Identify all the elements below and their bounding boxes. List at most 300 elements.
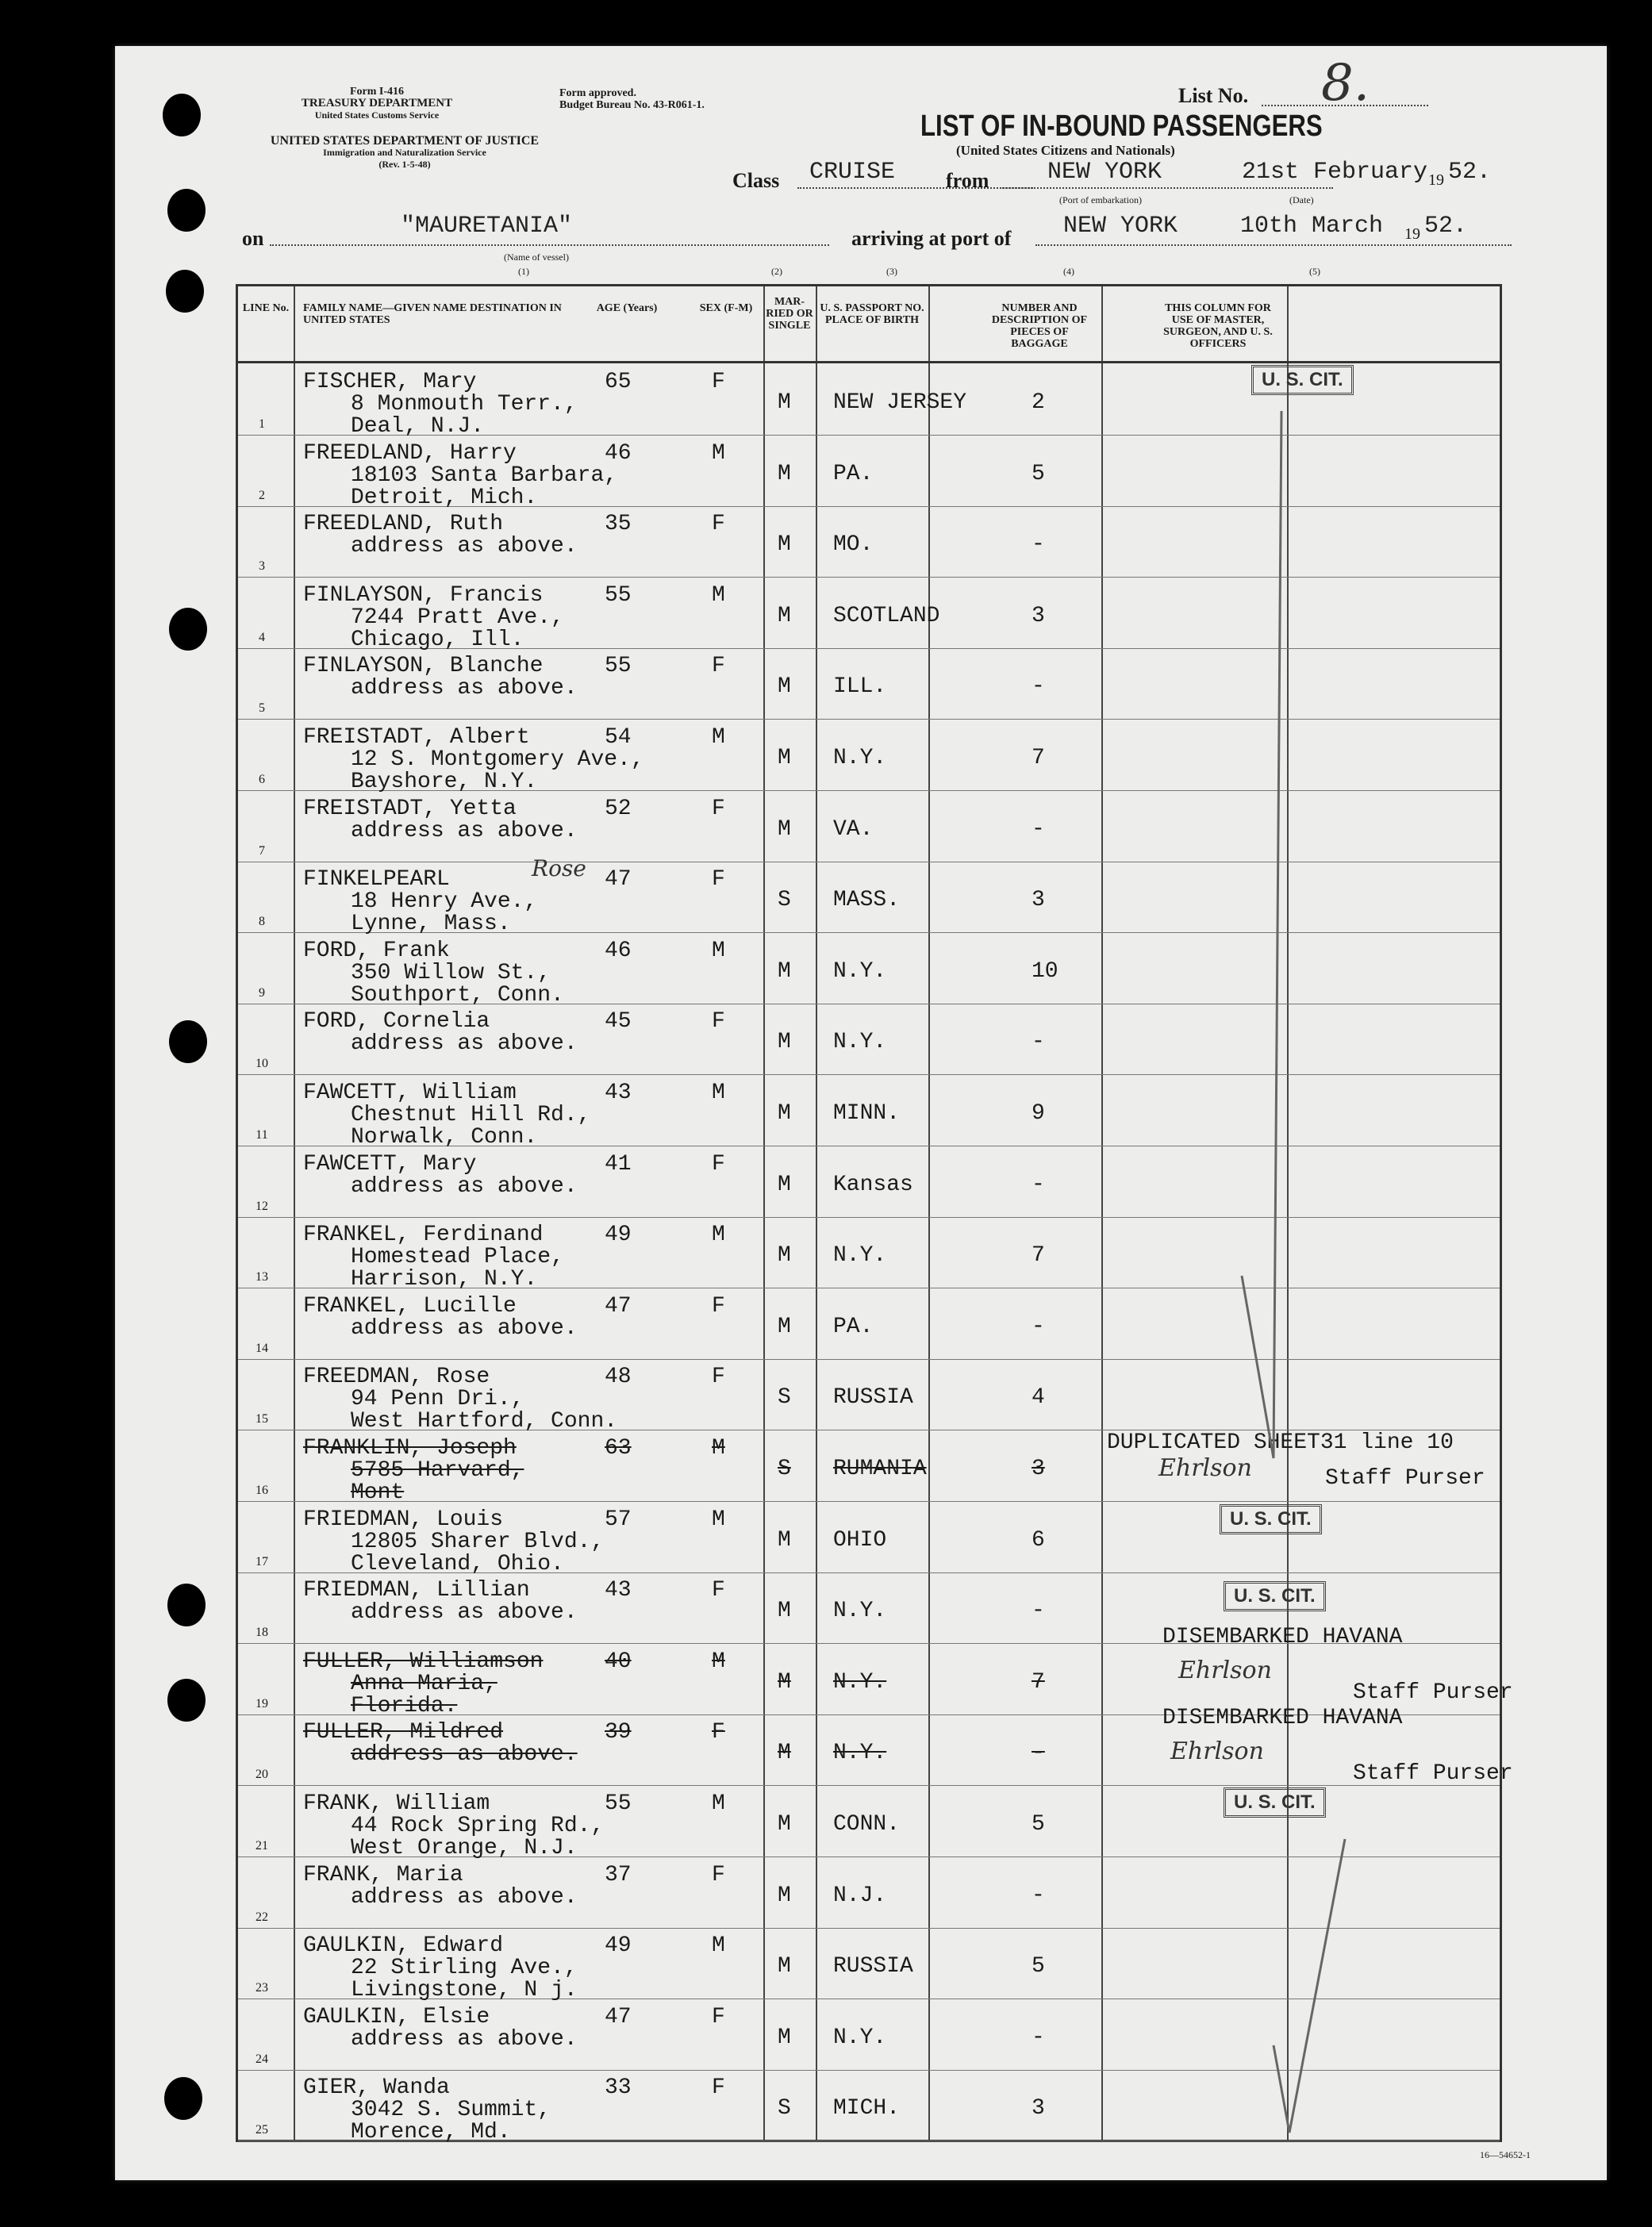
col-passport: U. S. PASSPORT NO. PLACE OF BIRTH bbox=[820, 302, 924, 326]
birthplace-cell: SCOTLAND bbox=[833, 603, 940, 628]
staff-purser-2: Staff Purser bbox=[1353, 1680, 1513, 1705]
address-line-2: address as above. bbox=[351, 1031, 578, 1057]
marital-cell: M bbox=[778, 1101, 791, 1126]
line-number: 10 bbox=[255, 1057, 268, 1071]
birthplace-cell: MO. bbox=[833, 532, 874, 558]
sex-cell: M bbox=[712, 1791, 725, 1816]
passenger-name: FRANKLIN, Joseph bbox=[303, 1436, 517, 1461]
passenger-name-block bbox=[303, 798, 578, 843]
passenger-name-block bbox=[303, 1224, 564, 1291]
passenger-name-block bbox=[303, 1011, 578, 1055]
approval-block bbox=[559, 87, 705, 111]
birthplace-cell: N.Y. bbox=[833, 958, 887, 984]
passenger-name: FRIEDMAN, Louis bbox=[303, 1507, 504, 1532]
line-number: 25 bbox=[255, 2123, 268, 2137]
sex-cell: F bbox=[712, 1151, 725, 1177]
age-cell: 39 bbox=[605, 1720, 632, 1745]
baggage-cell: - bbox=[1032, 816, 1045, 842]
baggage-cell: 7 bbox=[1032, 746, 1045, 770]
punch-hole bbox=[169, 1020, 207, 1063]
address-line-2: Bayshore, N.Y. bbox=[351, 770, 538, 794]
line-number: 20 bbox=[255, 1768, 268, 1782]
passenger-name: GAULKIN, Elsie bbox=[303, 2004, 490, 2029]
passenger-name-block bbox=[303, 1793, 604, 1860]
passenger-name-block bbox=[303, 371, 578, 438]
birthplace-cell: N.Y. bbox=[833, 1243, 887, 1269]
passenger-name-block bbox=[303, 1366, 617, 1433]
baggage-cell: 7 bbox=[1032, 1243, 1045, 1269]
marital-cell: M bbox=[778, 1599, 791, 1624]
col-married: MAR-RIED OR SINGLE bbox=[766, 296, 813, 332]
line-number: 14 bbox=[255, 1341, 268, 1355]
sex-cell: M bbox=[712, 1223, 725, 1248]
class-value: CRUISE bbox=[809, 159, 896, 186]
baggage-cell: - bbox=[1032, 2025, 1045, 2050]
list-no-value: 8. bbox=[1321, 54, 1370, 113]
ins-service: Immigration and Naturalization Service bbox=[323, 147, 486, 158]
address-line-2: Harrison, N.Y. bbox=[351, 1267, 538, 1292]
arrival-date: 10th March bbox=[1240, 213, 1384, 240]
address-line-2: Morence, Md. bbox=[351, 2120, 511, 2145]
marital-cell: M bbox=[778, 674, 791, 700]
passenger-name-block bbox=[303, 1151, 578, 1199]
age-cell: 43 bbox=[605, 1578, 632, 1603]
birthplace-cell: NEW JERSEY bbox=[833, 390, 967, 415]
sex-cell: M bbox=[712, 938, 725, 963]
baggage-cell: 10 bbox=[1032, 958, 1058, 984]
age-cell: 47 bbox=[605, 2004, 632, 2029]
signature-2: Ehrlson bbox=[1178, 1657, 1272, 1684]
us-cit-stamp-3: U. S. CIT. bbox=[1224, 1581, 1326, 1611]
justice-dept: UNITED STATES DEPARTMENT OF JUSTICE bbox=[270, 134, 540, 148]
address-line-2: address as above. bbox=[351, 534, 578, 559]
marital-cell: M bbox=[778, 603, 791, 628]
address-line-2: Florida. bbox=[351, 1693, 458, 1718]
line-number: 5 bbox=[259, 701, 265, 716]
col-remarks: THIS COLUMN FOR USE OF MASTER, SURGEON, AND U. S. OFFICERS bbox=[1163, 302, 1273, 350]
passenger-name: FINLAYSON, Blanche bbox=[303, 654, 544, 679]
punch-hole bbox=[169, 608, 207, 651]
birthplace-cell: Kansas bbox=[833, 1172, 913, 1197]
staff-purser-3: Staff Purser bbox=[1353, 1761, 1513, 1786]
passenger-name-block bbox=[303, 869, 537, 935]
birthplace-cell: CONN. bbox=[833, 1812, 901, 1837]
on-label: on bbox=[242, 227, 264, 250]
passenger-name: FULLER, Mildred bbox=[303, 1720, 504, 1745]
passenger-name-block bbox=[303, 727, 644, 793]
marital-cell: S bbox=[778, 888, 791, 913]
age-cell: 49 bbox=[605, 1933, 632, 1959]
sex-cell: M bbox=[712, 1436, 725, 1461]
age-cell: 52 bbox=[605, 796, 632, 821]
passenger-name-block bbox=[303, 1293, 578, 1341]
line-number: 23 bbox=[255, 1981, 268, 1995]
passenger-name: FRANKEL, Lucille bbox=[303, 1293, 517, 1319]
us-cit-stamp-4: U. S. CIT. bbox=[1224, 1787, 1326, 1818]
address-line-2: Cleveland, Ohio. bbox=[351, 1551, 564, 1576]
marital-cell: S bbox=[778, 1385, 791, 1411]
birthplace-cell: VA. bbox=[833, 816, 874, 842]
address-line-2: Deal, N.J. bbox=[351, 414, 485, 439]
age-cell: 43 bbox=[605, 1081, 632, 1105]
table-row bbox=[238, 1146, 1500, 1218]
address-line-1: 350 Willow St., bbox=[351, 960, 551, 985]
age-cell: 55 bbox=[605, 582, 632, 608]
punch-hole bbox=[164, 2077, 202, 2120]
sex-cell: M bbox=[712, 1081, 725, 1105]
marital-cell: M bbox=[778, 1883, 791, 1908]
passenger-name: FORD, Cornelia bbox=[303, 1009, 490, 1035]
table-row bbox=[238, 505, 1500, 578]
birthplace-cell: RUMANIA bbox=[833, 1457, 927, 1481]
birthplace-cell: PA. bbox=[833, 1314, 874, 1339]
passenger-name-block bbox=[303, 1651, 543, 1718]
line-number: 1 bbox=[259, 417, 265, 431]
address-line-1: 18103 Santa Barbara, bbox=[351, 463, 618, 488]
address-line-2: West Hartford, Conn. bbox=[351, 1409, 618, 1434]
departure-year-prefix: 19 bbox=[1428, 171, 1444, 189]
address-line-2: address as above. bbox=[351, 1173, 578, 1199]
passenger-name-block bbox=[303, 1580, 578, 1624]
line-number: 6 bbox=[259, 773, 265, 786]
age-cell: 35 bbox=[605, 512, 632, 537]
col-num-3: (3) bbox=[886, 266, 897, 277]
form-approved: Form approved. bbox=[559, 87, 636, 99]
departure-date: 21st February bbox=[1242, 159, 1428, 186]
passenger-name: FAWCETT, Mary bbox=[303, 1151, 477, 1177]
passenger-name: FAWCETT, William bbox=[303, 1081, 517, 1105]
baggage-cell: - bbox=[1032, 532, 1045, 558]
handwritten-rose: Rose bbox=[532, 855, 586, 881]
table-row bbox=[238, 435, 1500, 510]
passenger-name-block bbox=[303, 1082, 590, 1149]
list-no-label: List No. bbox=[1178, 84, 1249, 107]
marital-cell: S bbox=[778, 1457, 791, 1481]
passenger-name: FULLER, Williamson bbox=[303, 1649, 544, 1674]
passenger-name-block bbox=[303, 1864, 578, 1909]
address-line-2: Lynne, Mass. bbox=[351, 912, 511, 937]
address-line-1: 12805 Sharer Blvd., bbox=[351, 1529, 605, 1554]
line-number: 17 bbox=[255, 1554, 268, 1568]
address-line-1: 12 S. Montgomery Ave., bbox=[351, 747, 644, 772]
check-mark-icon bbox=[1210, 403, 1305, 1498]
age-cell: 40 bbox=[605, 1649, 632, 1674]
line-number: 19 bbox=[255, 1696, 268, 1711]
age-cell: 49 bbox=[605, 1223, 632, 1248]
table-row bbox=[238, 1288, 1500, 1360]
passenger-name: FREISTADT, Yetta bbox=[303, 796, 517, 821]
passenger-name: FINKELPEARL bbox=[303, 867, 450, 893]
marital-cell: M bbox=[778, 532, 791, 558]
line-number: 24 bbox=[255, 2052, 268, 2066]
marital-cell: M bbox=[778, 1030, 791, 1055]
birthplace-cell: PA. bbox=[833, 461, 874, 486]
marital-cell: S bbox=[778, 2096, 791, 2121]
punch-hole bbox=[167, 1584, 206, 1626]
address-line-1: 44 Rock Spring Rd., bbox=[351, 1814, 605, 1838]
table-row bbox=[238, 932, 1500, 1008]
signature-3: Ehrlson bbox=[1170, 1737, 1264, 1765]
marital-cell: M bbox=[778, 746, 791, 770]
birthplace-cell: N.Y. bbox=[833, 746, 887, 770]
line-number: 2 bbox=[259, 488, 265, 502]
birthplace-cell: RUSSIA bbox=[833, 1385, 913, 1411]
address-line-2: address as above. bbox=[351, 1884, 578, 1910]
birthplace-cell: MICH. bbox=[833, 2096, 901, 2121]
age-cell: 41 bbox=[605, 1151, 632, 1177]
form-title: LIST OF IN-BOUND PASSENGERS bbox=[920, 109, 1323, 143]
sex-cell: F bbox=[712, 370, 725, 394]
line-number: 22 bbox=[255, 1910, 268, 1924]
birthplace-cell: OHIO bbox=[833, 1527, 887, 1553]
baggage-cell: 9 bbox=[1032, 1101, 1045, 1126]
col-baggage: NUMBER AND DESCRIPTION OF PIECES OF BAGGAGE bbox=[991, 302, 1088, 350]
passenger-name-block bbox=[303, 582, 564, 652]
duplicated-note: DUPLICATED SHEET31 line 10 bbox=[1107, 1430, 1454, 1455]
marital-cell: M bbox=[778, 816, 791, 842]
marital-cell: M bbox=[778, 1314, 791, 1339]
signature-1: Ehrlson bbox=[1158, 1454, 1252, 1482]
address-line-2: address as above. bbox=[351, 1315, 578, 1341]
from-line bbox=[1000, 187, 1333, 189]
justice-block bbox=[238, 135, 571, 171]
col-age: AGE (Years) bbox=[596, 302, 658, 314]
passenger-name: FRIEDMAN, Lillian bbox=[303, 1578, 530, 1603]
age-cell: 46 bbox=[605, 938, 632, 963]
passenger-name-block bbox=[303, 1438, 524, 1504]
passenger-name: FRANKEL, Ferdinand bbox=[303, 1223, 544, 1248]
baggage-cell: - bbox=[1032, 1741, 1045, 1766]
table-row bbox=[238, 790, 1500, 862]
line-number: 18 bbox=[255, 1626, 268, 1640]
us-cit-stamp: U. S. CIT. bbox=[1251, 365, 1354, 395]
passenger-name: FISCHER, Mary bbox=[303, 370, 477, 394]
line-number: 16 bbox=[255, 1484, 268, 1497]
birthplace-cell: N.Y. bbox=[833, 1669, 887, 1695]
marital-cell: M bbox=[778, 461, 791, 486]
address-line-2: Detroit, Mich. bbox=[351, 485, 538, 510]
passenger-name: FREEDLAND, Ruth bbox=[303, 512, 504, 537]
line-number: 15 bbox=[255, 1412, 268, 1426]
line-number: 21 bbox=[255, 1839, 268, 1853]
sex-cell: M bbox=[712, 582, 725, 608]
address-line-1: 5785 Harvard, bbox=[351, 1458, 524, 1483]
address-line-2: West Orange, N.J. bbox=[351, 1836, 578, 1860]
table-row bbox=[238, 1216, 1500, 1292]
sex-cell: F bbox=[712, 512, 725, 537]
marital-cell: M bbox=[778, 390, 791, 415]
arrival-year: 52. bbox=[1424, 213, 1468, 240]
birthplace-cell: MASS. bbox=[833, 888, 901, 913]
address-line-1: Chestnut Hill Rd., bbox=[351, 1103, 591, 1127]
address-line-1: Homestead Place, bbox=[351, 1245, 564, 1270]
marital-cell: M bbox=[778, 1812, 791, 1837]
sex-cell: F bbox=[712, 1293, 725, 1319]
vessel-line bbox=[270, 244, 829, 246]
vessel-name: "MAURETANIA" bbox=[401, 213, 573, 240]
birthplace-cell: ILL. bbox=[833, 674, 887, 700]
line-number: 4 bbox=[259, 630, 265, 644]
col-line-no: LINE No. bbox=[242, 302, 290, 314]
sex-cell: F bbox=[712, 1720, 725, 1745]
baggage-cell: 5 bbox=[1032, 1954, 1045, 1979]
baggage-cell: 7 bbox=[1032, 1669, 1045, 1695]
baggage-cell: 3 bbox=[1032, 888, 1045, 913]
us-cit-stamp-2: U. S. CIT. bbox=[1220, 1504, 1322, 1534]
sex-cell: F bbox=[712, 1009, 725, 1035]
passenger-name: FREISTADT, Albert bbox=[303, 725, 530, 750]
passenger-name-block bbox=[303, 2006, 578, 2051]
date-caption: (Date) bbox=[1289, 194, 1314, 205]
baggage-cell: 6 bbox=[1032, 1527, 1045, 1553]
birthplace-cell: N.Y. bbox=[833, 1030, 887, 1055]
table-row bbox=[238, 861, 1500, 937]
age-cell: 37 bbox=[605, 1862, 632, 1887]
address-line-2: address as above. bbox=[351, 818, 578, 843]
table-row bbox=[238, 1003, 1500, 1075]
birthplace-cell: N.Y. bbox=[833, 1599, 887, 1624]
col-num-4: (4) bbox=[1063, 266, 1074, 277]
baggage-cell: 3 bbox=[1032, 1457, 1045, 1481]
birthplace-cell: RUSSIA bbox=[833, 1954, 913, 1979]
birthplace-cell: N.Y. bbox=[833, 1741, 887, 1766]
from-label: from bbox=[946, 169, 989, 192]
marital-cell: M bbox=[778, 1669, 791, 1695]
marital-cell: M bbox=[778, 1954, 791, 1979]
age-cell: 63 bbox=[605, 1436, 632, 1461]
age-cell: 55 bbox=[605, 1791, 632, 1816]
sex-cell: M bbox=[712, 1933, 725, 1959]
line-number: 3 bbox=[259, 559, 265, 574]
age-cell: 54 bbox=[605, 725, 632, 750]
line-number: 7 bbox=[259, 843, 265, 858]
sex-cell: F bbox=[712, 1365, 725, 1390]
table-row bbox=[238, 647, 1500, 720]
vessel-caption: (Name of vessel) bbox=[504, 251, 569, 263]
line-number: 11 bbox=[255, 1128, 268, 1142]
address-line-1: 7244 Pratt Ave., bbox=[351, 605, 564, 630]
table-row bbox=[238, 577, 1500, 652]
passenger-list-sheet bbox=[115, 46, 1607, 2180]
budget-bureau: Budget Bureau No. 43-R061-1. bbox=[559, 99, 705, 111]
baggage-cell: - bbox=[1032, 674, 1045, 700]
passenger-name-block bbox=[303, 1722, 578, 1766]
address-line-2: address as above. bbox=[351, 676, 578, 701]
birthplace-cell: N.Y. bbox=[833, 2025, 887, 2050]
passenger-name-block bbox=[303, 513, 578, 558]
sex-cell: M bbox=[712, 440, 725, 466]
punch-hole bbox=[167, 1679, 206, 1722]
address-line-2: Norwalk, Conn. bbox=[351, 1125, 538, 1150]
passenger-name: FINLAYSON, Francis bbox=[303, 582, 544, 608]
baggage-cell: - bbox=[1032, 1030, 1045, 1055]
line-number: 12 bbox=[255, 1199, 268, 1213]
age-cell: 47 bbox=[605, 1293, 632, 1319]
passenger-name: GAULKIN, Edward bbox=[303, 1933, 504, 1959]
birthplace-cell: MINN. bbox=[833, 1101, 901, 1126]
sex-cell: F bbox=[712, 2075, 725, 2101]
punch-hole bbox=[167, 189, 206, 232]
sex-cell: F bbox=[712, 1862, 725, 1887]
baggage-cell: 3 bbox=[1032, 2096, 1045, 2121]
punch-hole bbox=[166, 270, 204, 313]
age-cell: 33 bbox=[605, 2075, 632, 2101]
address-line-2: Southport, Conn. bbox=[351, 982, 564, 1008]
customs-service: United States Customs Service bbox=[314, 109, 440, 121]
address-line-2: Livingstone, N j. bbox=[351, 1978, 578, 2003]
sex-cell: F bbox=[712, 1578, 725, 1603]
passenger-name-block bbox=[303, 940, 564, 1007]
passenger-name: GIER, Wanda bbox=[303, 2075, 450, 2101]
departure-year: 52. bbox=[1448, 159, 1492, 186]
address-line-2: Mont bbox=[351, 1480, 405, 1505]
col-num-5: (5) bbox=[1309, 266, 1320, 277]
age-cell: 47 bbox=[605, 867, 632, 893]
revision: (Rev. 1-5-48) bbox=[378, 159, 431, 170]
sex-cell: M bbox=[712, 725, 725, 750]
punch-hole bbox=[163, 94, 201, 136]
passenger-name: FORD, Frank bbox=[303, 938, 450, 963]
form-number-block bbox=[274, 86, 480, 121]
passenger-name-block bbox=[303, 2077, 551, 2144]
passenger-name: FREEDLAND, Harry bbox=[303, 440, 517, 466]
class-label: Class bbox=[732, 169, 780, 192]
passenger-name: FRANK, William bbox=[303, 1791, 490, 1816]
staff-purser-1: Staff Purser bbox=[1325, 1466, 1485, 1491]
arrival-port: NEW YORK bbox=[1063, 213, 1178, 240]
arrival-year-prefix: 19 bbox=[1404, 225, 1420, 243]
passenger-name-block bbox=[303, 440, 618, 510]
line-number: 9 bbox=[259, 985, 265, 1000]
baggage-cell: 3 bbox=[1032, 603, 1045, 628]
address-line-1: 94 Penn Dri., bbox=[351, 1387, 524, 1412]
baggage-cell: 4 bbox=[1032, 1385, 1045, 1411]
address-line-2: address as above. bbox=[351, 2026, 578, 2052]
from-value: NEW YORK bbox=[1047, 159, 1162, 186]
arrive-line bbox=[1035, 244, 1512, 246]
marital-cell: M bbox=[778, 1741, 791, 1766]
baggage-cell: 5 bbox=[1032, 1812, 1045, 1837]
sex-cell: F bbox=[712, 654, 725, 679]
address-line-2: address as above. bbox=[351, 1600, 578, 1626]
address-line-2: address as above. bbox=[351, 1742, 578, 1768]
col-name: FAMILY NAME—GIVEN NAME DESTINATION IN UNITED STATES bbox=[303, 302, 562, 326]
address-line-1: 3042 S. Summit, bbox=[351, 2098, 551, 2123]
marital-cell: M bbox=[778, 1172, 791, 1197]
footer-code: 16—54652-1 bbox=[1480, 2149, 1531, 2160]
disembarked-note-1: DISEMBARKED HAVANA bbox=[1162, 1625, 1403, 1649]
passenger-name: FREEDMAN, Rose bbox=[303, 1365, 490, 1390]
passenger-name-block bbox=[303, 1935, 578, 2002]
marital-cell: M bbox=[778, 2025, 791, 2050]
address-line-1: 18 Henry Ave., bbox=[351, 889, 538, 915]
disembarked-note-2: DISEMBARKED HAVANA bbox=[1162, 1706, 1403, 1730]
check-mark-icon bbox=[1266, 1831, 1361, 2164]
line-number: 8 bbox=[259, 915, 265, 929]
col-num-1: (1) bbox=[518, 266, 529, 277]
age-cell: 45 bbox=[605, 1009, 632, 1035]
baggage-cell: - bbox=[1032, 1314, 1045, 1339]
arriving-label: arriving at port of bbox=[851, 227, 1012, 250]
age-cell: 65 bbox=[605, 370, 632, 394]
age-cell: 57 bbox=[605, 1507, 632, 1532]
age-cell: 48 bbox=[605, 1365, 632, 1390]
line-number: 13 bbox=[255, 1270, 268, 1284]
table-row bbox=[238, 719, 1500, 794]
address-line-1: 8 Monmouth Terr., bbox=[351, 392, 578, 417]
passenger-name: FRANK, Maria bbox=[303, 1862, 463, 1887]
age-cell: 46 bbox=[605, 440, 632, 466]
